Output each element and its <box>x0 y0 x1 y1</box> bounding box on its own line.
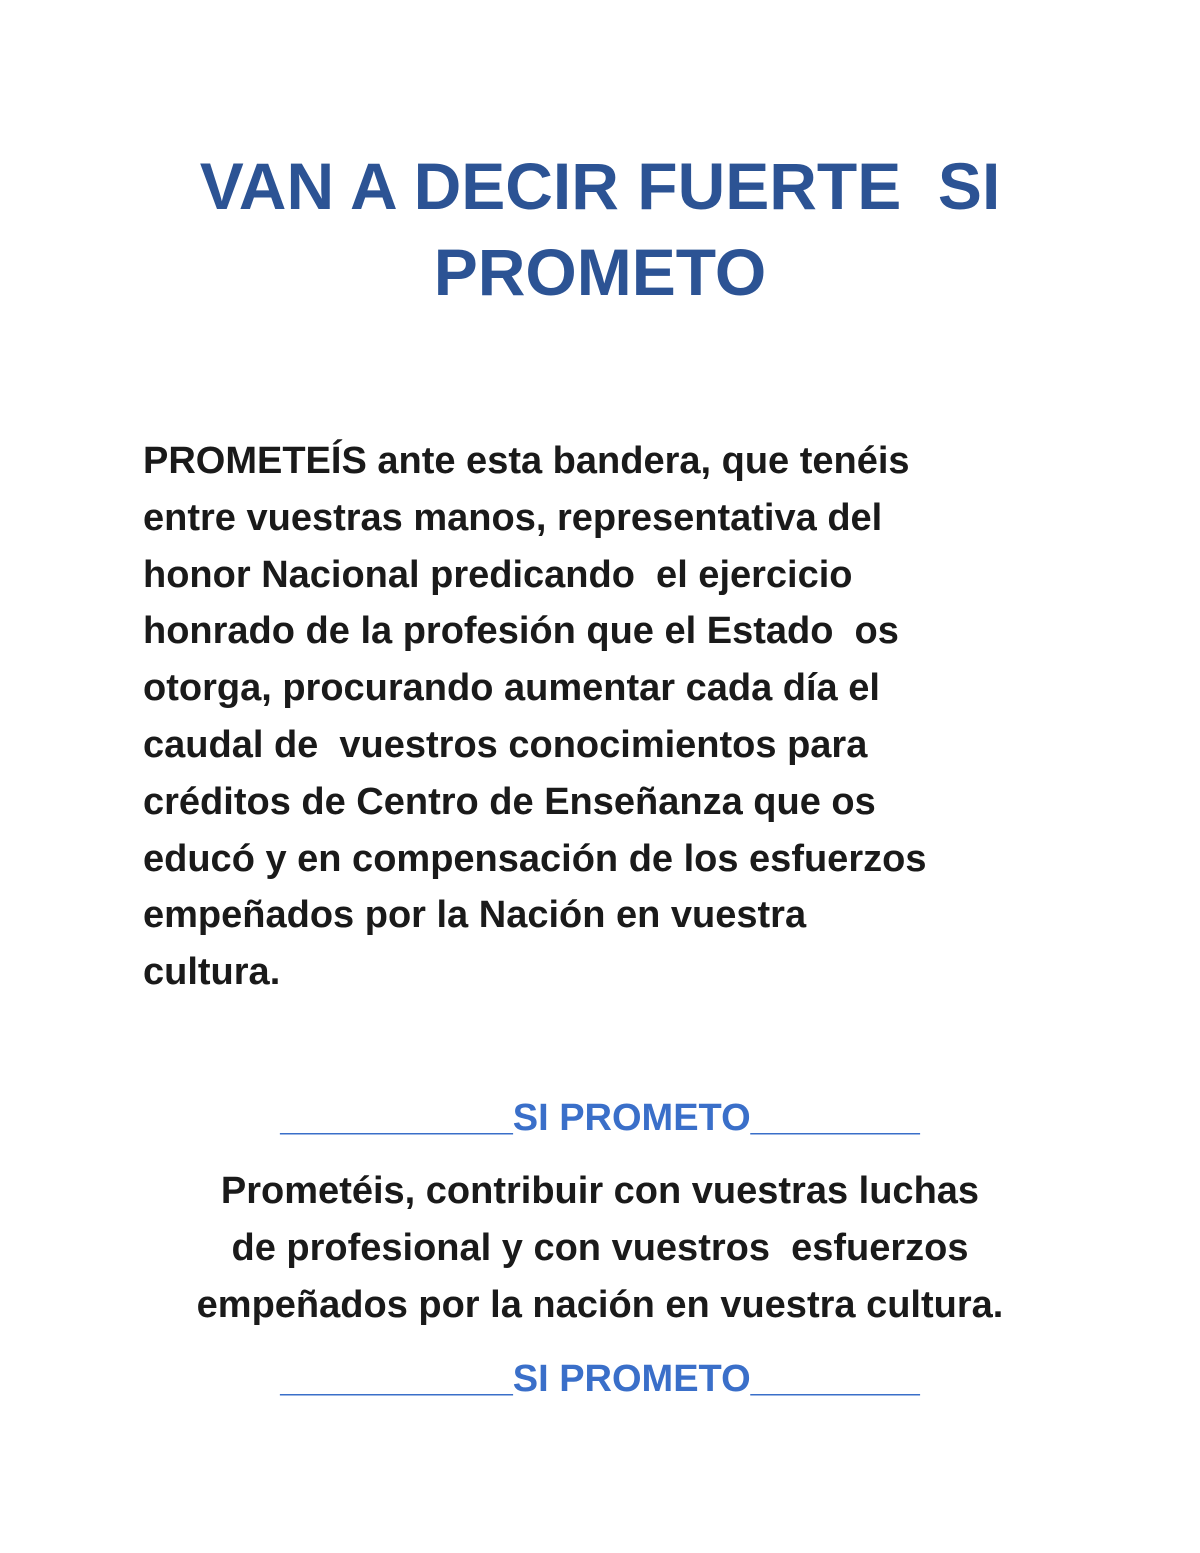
response-si-prometo-1: ___________SI PROMETO________ <box>280 1097 920 1139</box>
second-paragraph-line: empeñados por la nación en vuestra cultura. <box>196 1283 1004 1326</box>
oath-line: honrado de la profesión que el Estado os <box>143 610 899 653</box>
second-paragraph-line: Prometéis, contribuir con vuestras luchas <box>220 1170 980 1212</box>
response-si-prometo-2: ___________SI PROMETO________ <box>280 1358 920 1400</box>
second-paragraph-line: de profesional y con vuestros esfuerzos <box>231 1226 969 1269</box>
oath-line: empeñados por la Nación en vuestra <box>143 894 807 937</box>
second-paragraph <box>100 1163 1100 1333</box>
oath-line: caudal de vuestros conocimientos para <box>143 723 868 766</box>
title-line-1: VAN A DECIR FUERTE SI <box>199 149 1001 223</box>
oath-line: entre vuestras manos, representativa del <box>143 496 883 539</box>
title-line-2: PROMETO <box>433 235 767 309</box>
oath-paragraph <box>143 433 1063 1001</box>
oath-line: créditos de Centro de Enseñanza que os <box>143 780 876 823</box>
oath-line: otorga, procurando aumentar cada día el <box>143 667 880 710</box>
oath-line: PROMETEÍS ante esta bandera, que tenéis <box>143 440 910 482</box>
oath-line: honor Nacional predicando el ejercicio <box>143 553 853 596</box>
oath-line: cultura. <box>143 951 281 994</box>
oath-line: educó y en compensación de los esfuerzos <box>143 837 927 880</box>
